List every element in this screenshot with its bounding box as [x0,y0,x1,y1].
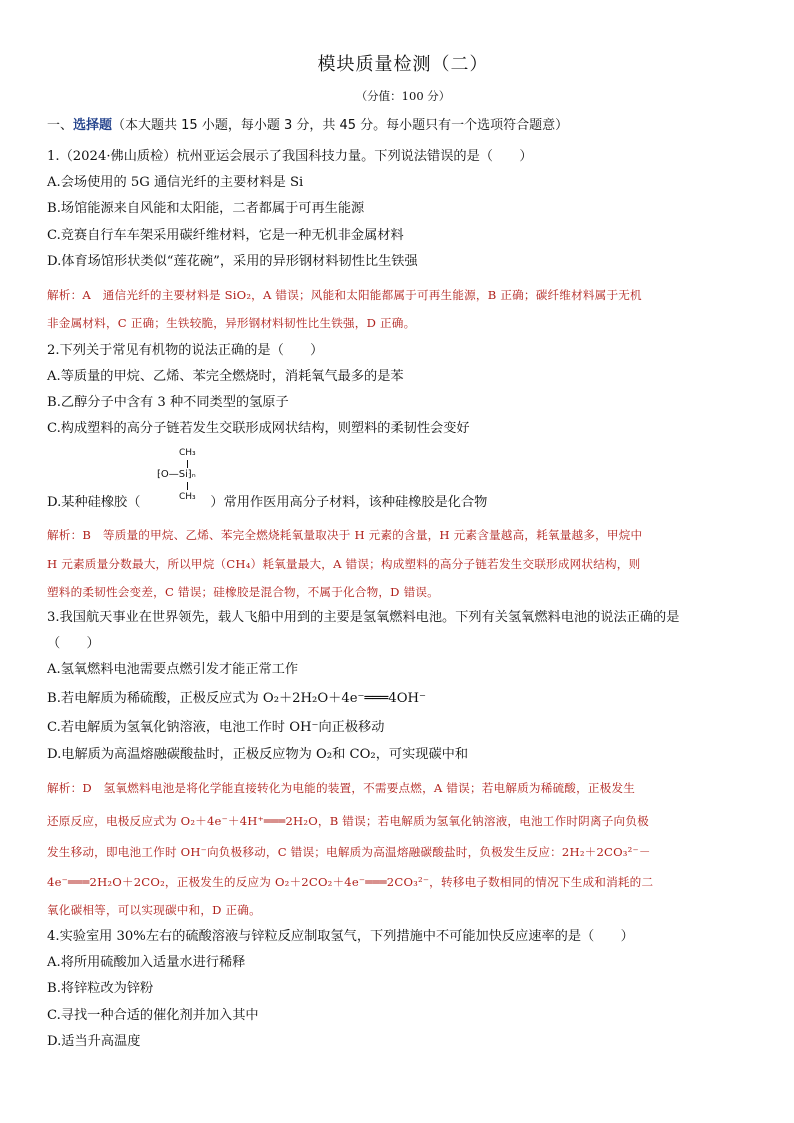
section-heading [47,117,568,135]
section-prefix: 一、 [47,118,74,133]
q2-option-d-pre: D.某种硅橡胶（ [47,495,141,510]
section-label: 选择题 [73,118,113,133]
q4-stem: 4.实验室用 30%左右的硫酸溶液与锌粒反应制取氢气，下列措施中不可能加快反应速率的是（ ） [47,929,634,944]
formula-bottom-group: CH₃ [179,492,196,502]
q2-option-b: B.乙醇分子中含有 3 种不同类型的氢原子 [47,395,289,410]
q1-option-b: B.场馆能源来自风能和太阳能，二者都属于可再生能源 [47,201,365,216]
page-title: 模块质量检测（二） [317,54,489,75]
q3-answer-line4: 4e⁻═══2H₂O＋2CO₂，正极发生的反应为 O₂＋2CO₂＋4e⁻═══2CO₃²⁻，转移电子数相同的情况下生成和消耗的二 [47,875,654,889]
q3-answer-line2: 还原反应，电极反应式为 O₂＋4e⁻＋4H⁺═══2H₂O，B 错误；若电解质为氢氧化钠溶液，电池工作时阴离子向负极 [47,814,649,828]
formula-top-group: CH₃ [179,448,196,458]
section-desc: （本大题共 15 小题，每小题 3 分，共 45 分。每小题只有一个选项符合题意） [112,118,569,133]
q4-option-c: C.寻找一种合适的催化剂并加入其中 [47,1008,259,1023]
q2-answer-line3: 塑料的柔韧性会变差，C 错误；硅橡胶是混合物，不属于化合物，D 错误。 [47,585,439,599]
q2-answer-line1: 解析：B 等质量的甲烷、乙烯、苯完全燃烧耗氧量取决于 H 元素的含量，H 元素含量越高，耗氧量越多，甲烷中 [47,528,643,542]
formula-bond-bottom [187,482,188,490]
q4-option-d: D.适当升高温度 [47,1034,141,1049]
q3-stem-line2: （ ） [47,636,100,651]
q3-option-b: B.若电解质为稀硫酸，正极反应式为 O₂＋2H₂O＋4e⁻═══4OH⁻ [47,691,426,706]
q2-option-a: A.等质量的甲烷、乙烯、苯完全燃烧时，消耗氧气最多的是苯 [47,369,404,384]
q4-option-a: A.将所用硫酸加入适量水进行稀释 [47,955,246,970]
q1-answer-line2: 非金属材料，C 正确；生铁较脆，异形钢材料韧性比生铁强，D 正确。 [47,316,416,330]
q2-stem: 2.下列关于常见有机物的说法正确的是（ ） [47,343,324,358]
q3-option-a: A.氢氧燃料电池需要点燃引发才能正常工作 [47,662,299,677]
q3-option-d: D.电解质为高温熔融碳酸盐时，正极反应物为 O₂和 CO₂，可实现碳中和 [47,747,469,762]
q3-answer-line3: 发生移动，即电池工作时 OH⁻向负极移动，C 错误；电解质为高温熔融碳酸盐时，负极发生反应：2H₂＋2CO₃²⁻－ [47,845,651,859]
q4-option-b: B.将锌粒改为锌粉 [47,981,154,996]
q1-option-d: D.体育场馆形状类似“莲花碗”，采用的异形钢材料韧性比生铁强 [47,254,418,269]
q2-option-d-post: ）常用作医用高分子材料，该种硅橡胶是化合物 [210,495,488,510]
page-subtitle: （分值：100 分） [355,89,451,103]
q3-answer-line5: 氧化碳相等，可以实现碳中和，D 正确。 [47,903,261,917]
q3-option-c: C.若电解质为氢氧化钠溶液，电池工作时 OH⁻向正极移动 [47,720,385,735]
q1-option-a: A.会场使用的 5G 通信光纤的主要材料是 Si [47,175,304,190]
q3-answer-line1: 解析：D 氢氧燃料电池是将化学能直接转化为电能的装置，不需要点燃，A 错误；若电解质为稀硫酸，正极发生 [47,781,636,795]
q2-option-c: C.构成塑料的高分子链若发生交联形成网状结构，则塑料的柔韧性会变好 [47,421,470,436]
q1-stem: 1.（2024·佛山质检）杭州亚运会展示了我国科技力量。下列说法错误的是（ ） [47,149,533,164]
q2-option-d [47,494,487,512]
formula-main-chain: ⁅O—Si⁆ₙ [157,469,196,480]
q1-option-c: C.竞赛自行车车架采用碳纤维材料，它是一种无机非金属材料 [47,228,404,243]
q3-stem-line1: 3.我国航天事业在世界领先，载人飞船中用到的主要是氢氧燃料电池。下列有关氢氧燃料电池的说法正确的是 [47,610,680,625]
formula-bond-top [187,460,188,468]
q2-answer-line2: H 元素质量分数最大，所以甲烷（CH₄）耗氧量最大，A 错误；构成塑料的高分子链若发生交联形成网状结构，则 [47,557,641,571]
q1-answer-line1: 解析：A 通信光纤的主要材料是 SiO₂，A 错误；风能和太阳能都属于可再生能源，B 正确；碳纤维材料属于无机 [47,288,642,302]
